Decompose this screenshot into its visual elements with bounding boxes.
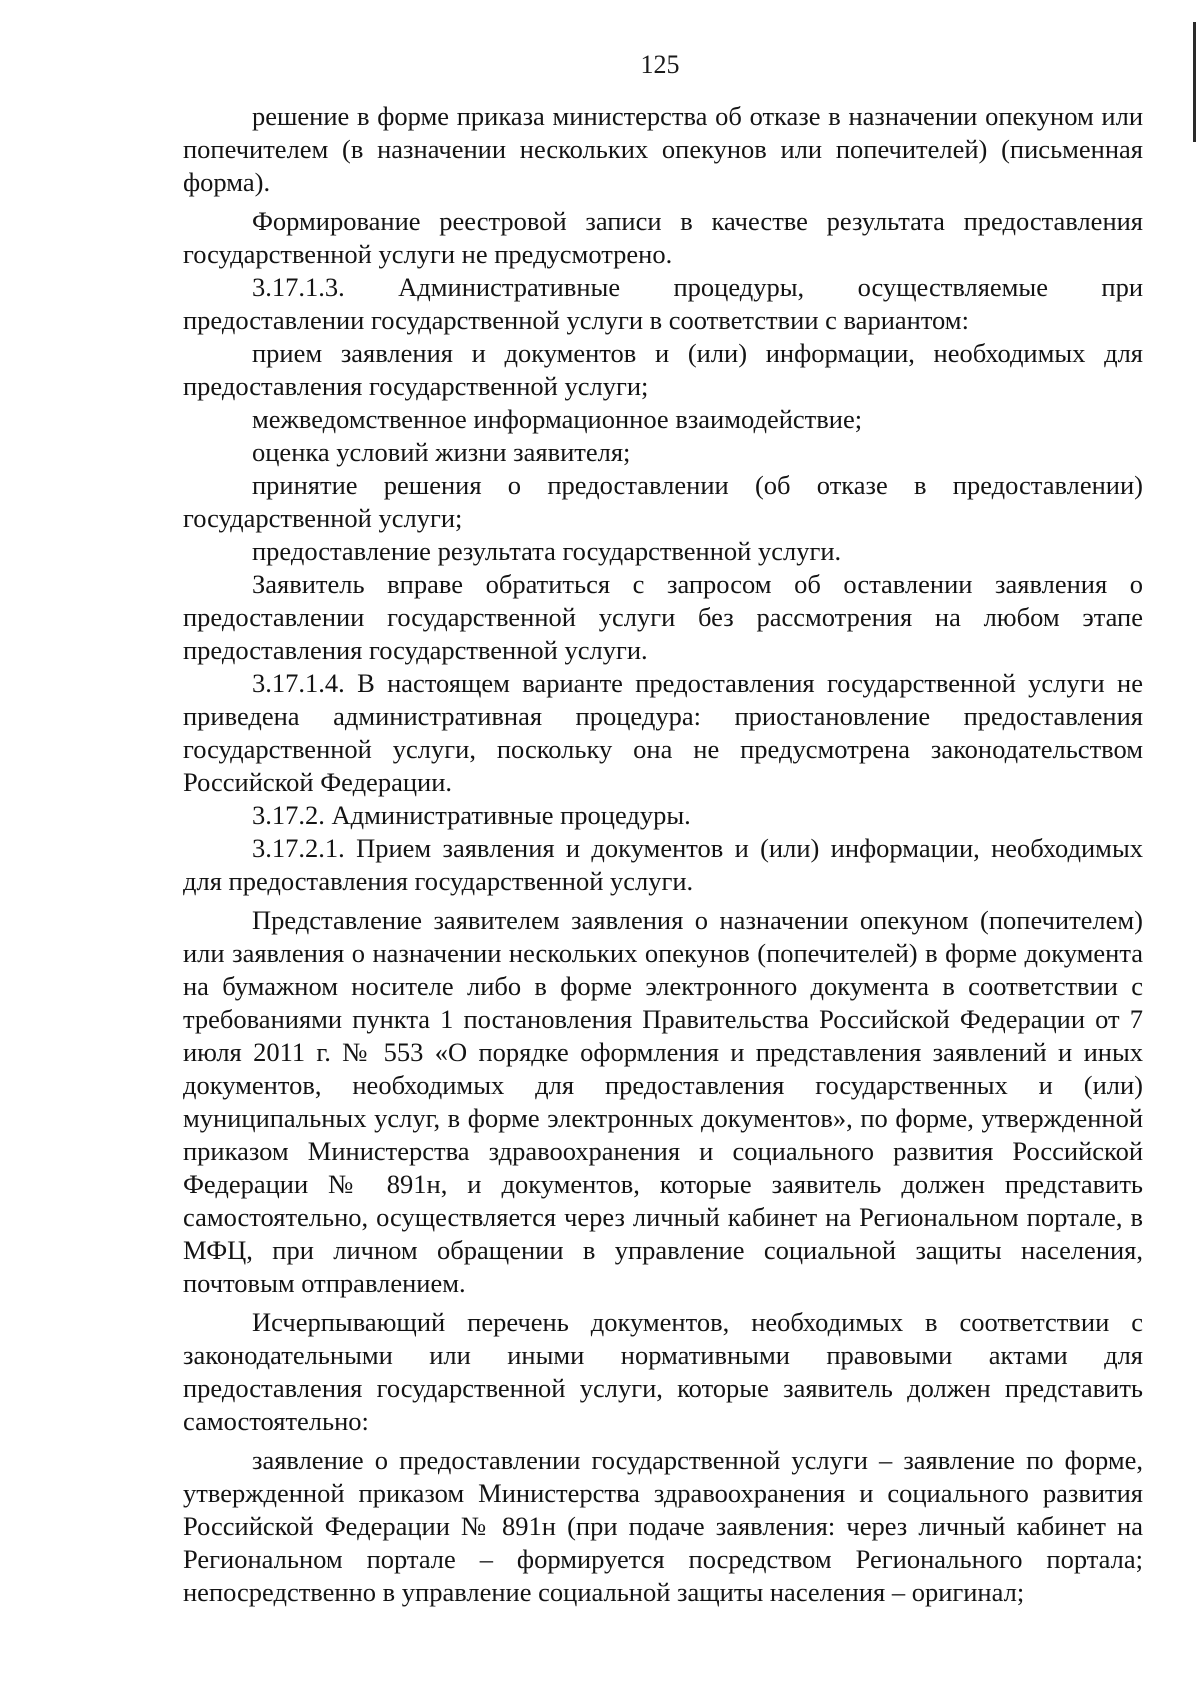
paragraph-section-3-17-1-4: 3.17.1.4. В настоящем варианте предоставления государственной услуги не приведена административная процедура: приостановление предоставления государственной услуги, поскольку она не предусмотрена законодательством Российской Федерации.	[183, 668, 1143, 797]
page-number: 125	[640, 50, 680, 79]
list-item-decision: принятие решения о предоставлении (об отказе в предоставлении) государственной услуги;	[183, 470, 1143, 533]
paragraph-application-form: заявление о предоставлении государственной услуги – заявление по форме, утвержденной приказом Министерства здравоохранения и социального развития Российской Федерации № 891н (при подаче заявления: через личный кабинет на Региональном портале – формируется посредством Регионального портала; непосредственно в управление социальной защиты населения – оригинал;	[183, 1445, 1143, 1607]
paragraph-submission-procedure: Представление заявителем заявления о назначении опекуном (попечителем) или заявления о назначении нескольких опекунов (попечителей) в форме документа на бумажном носителе либо в форме электронного документа в соответствии с требованиями пункта 1 постановления Правительства Российской Федерации от 7 июля 2011 г. № 553 «О порядке оформления и представления заявлений и иных документов, необходимых для предоставления государственных и (или) муниципальных услуг, в форме электронных документов», по форме, утвержденной приказом Министерства здравоохранения и социального развития Российской Федерации № 891н, и документов, которые заявитель должен представить самостоятельно, осуществляется через личный кабинет на Региональном портале, в МФЦ, при личном обращении в управление социальной защиты населения, почтовым отправлением.	[183, 905, 1143, 1298]
list-item-result: предоставление результата государственной услуги.	[252, 536, 842, 566]
paragraph-section-3-17-2: 3.17.2. Административные процедуры.	[252, 800, 691, 830]
paragraph-decision-refusal: решение в форме приказа министерства об отказе в назначении опекуном или попечителем (в назначении нескольких опекунов или попечителей) (письменная форма).	[183, 101, 1143, 197]
scan-edge-line	[1193, 22, 1196, 142]
list-item-living-conditions: оценка условий жизни заявителя;	[252, 437, 631, 467]
paragraph-document-list: Исчерпывающий перечень документов, необходимых в соответствии с законодательными или иными нормативными правовыми актами для предоставления государственной услуги, которые заявитель должен представить самостоятельно:	[183, 1307, 1143, 1436]
document-body	[183, 100, 1143, 1609]
list-item-application-intake: прием заявления и документов и (или) информации, необходимых для предоставления государственной услуги;	[183, 338, 1143, 401]
paragraph-withdrawal-request: Заявитель вправе обратиться с запросом об оставлении заявления о предоставлении государственной услуги без рассмотрения на любом этапе предоставления государственной услуги.	[183, 569, 1143, 665]
paragraph-section-3-17-2-1: 3.17.2.1. Прием заявления и документов и (или) информации, необходимых для предоставления государственной услуги.	[183, 833, 1143, 896]
paragraph-section-3-17-1-3: 3.17.1.3. Административные процедуры, осуществляемые при предоставлении государственной услуги в соответствии с вариантом:	[183, 272, 1143, 335]
list-item-interagency-interaction: межведомственное информационное взаимодействие;	[252, 404, 863, 434]
paragraph-registry-record: Формирование реестровой записи в качестве результата предоставления государственной услуги не предусмотрено.	[183, 206, 1143, 269]
